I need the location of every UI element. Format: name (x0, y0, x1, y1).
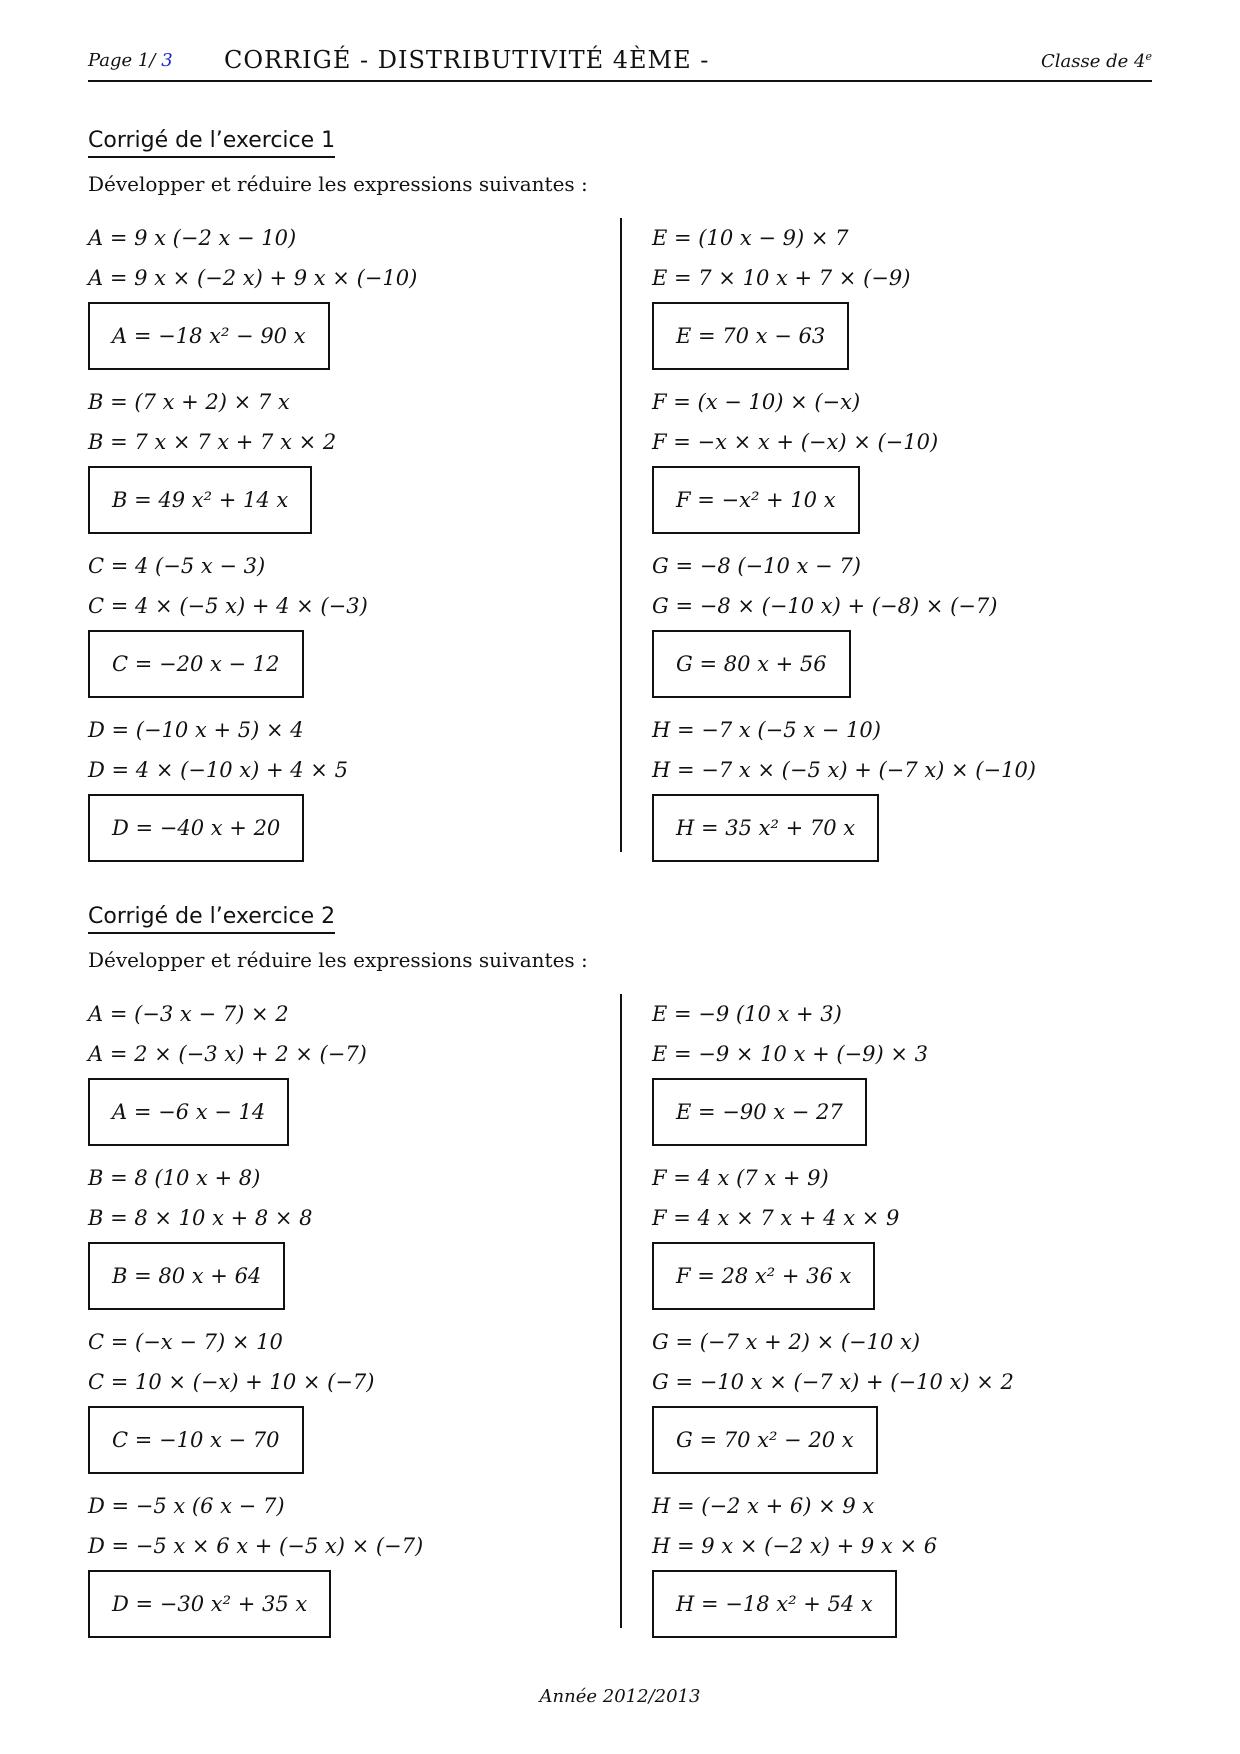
expression-item (652, 710, 1172, 862)
result-box: C = −20 x − 12 (88, 630, 304, 698)
result-box: C = −10 x − 70 (88, 1406, 304, 1474)
expression-line: F = 4 x (7 x + 9) (652, 1166, 829, 1190)
expression-item (88, 546, 608, 698)
development-line: D = 4 × (−10 x) + 4 × 5 (88, 758, 348, 782)
section-intro: Développer et réduire les expressions suivantes : (88, 948, 588, 972)
expression-item (652, 1322, 1172, 1474)
development-line: C = 10 × (−x) + 10 × (−7) (88, 1370, 375, 1394)
right-column (652, 218, 1172, 874)
expression-item (88, 994, 608, 1146)
expression-line: C = 4 (−5 x − 3) (88, 554, 266, 578)
development-line: B = 8 × 10 x + 8 × 8 (88, 1206, 313, 1230)
expression-line: B = 8 (10 x + 8) (88, 1166, 261, 1190)
development-line: E = 7 × 10 x + 7 × (−9) (652, 266, 911, 290)
result-box: G = 80 x + 56 (652, 630, 851, 698)
class-label-suffix: e (1145, 50, 1152, 63)
expression-line: E = (10 x − 9) × 7 (652, 226, 849, 250)
expression-item (88, 218, 608, 370)
expression-line: F = (x − 10) × (−x) (652, 390, 861, 414)
expression-line: A = 9 x (−2 x − 10) (88, 226, 297, 250)
expression-item (652, 1486, 1172, 1638)
expression-item (652, 546, 1172, 698)
development-line: F = −x × x + (−x) × (−10) (652, 430, 939, 454)
document-title: CORRIGÉ - DISTRIBUTIVITÉ 4ÈME - (224, 46, 710, 74)
expression-line: B = (7 x + 2) × 7 x (88, 390, 290, 414)
left-column (88, 994, 608, 1650)
expression-item (88, 1322, 608, 1474)
expression-item (88, 1158, 608, 1310)
development-line: G = −8 × (−10 x) + (−8) × (−7) (652, 594, 998, 618)
page-total-link[interactable]: 3 (161, 50, 173, 71)
expression-item (88, 710, 608, 862)
result-box: H = −18 x² + 54 x (652, 1570, 897, 1638)
expression-item (652, 1158, 1172, 1310)
result-box: G = 70 x² − 20 x (652, 1406, 878, 1474)
expression-line: H = −7 x (−5 x − 10) (652, 718, 881, 742)
expression-item (652, 218, 1172, 370)
expression-line: D = −5 x (6 x − 7) (88, 1494, 285, 1518)
result-box: B = 80 x + 64 (88, 1242, 285, 1310)
expression-line: H = (−2 x + 6) × 9 x (652, 1494, 875, 1518)
column-divider (620, 994, 622, 1628)
right-column (652, 994, 1172, 1650)
development-line: H = 9 x × (−2 x) + 9 x × 6 (652, 1534, 938, 1558)
result-box: B = 49 x² + 14 x (88, 466, 312, 534)
class-label (1041, 50, 1152, 72)
class-label-text: Classe de 4 (1041, 51, 1146, 72)
solution-columns (88, 218, 1152, 858)
result-box: A = −18 x² − 90 x (88, 302, 330, 370)
expression-item (88, 1486, 608, 1638)
development-line: A = 2 × (−3 x) + 2 × (−7) (88, 1042, 367, 1066)
development-line: F = 4 x × 7 x + 4 x × 9 (652, 1206, 900, 1230)
development-line: A = 9 x × (−2 x) + 9 x × (−10) (88, 266, 418, 290)
expression-line: D = (−10 x + 5) × 4 (88, 718, 304, 742)
result-box: E = 70 x − 63 (652, 302, 849, 370)
development-line: G = −10 x × (−7 x) + (−10 x) × 2 (652, 1370, 1014, 1394)
column-divider (620, 218, 622, 852)
result-box: E = −90 x − 27 (652, 1078, 867, 1146)
exercise-2-section (88, 904, 1152, 1634)
result-box: A = −6 x − 14 (88, 1078, 289, 1146)
expression-item (88, 382, 608, 534)
development-line: C = 4 × (−5 x) + 4 × (−3) (88, 594, 368, 618)
expression-line: C = (−x − 7) × 10 (88, 1330, 283, 1354)
expression-line: G = (−7 x + 2) × (−10 x) (652, 1330, 921, 1354)
section-title: Corrigé de l’exercice 2 (88, 904, 335, 934)
expression-item (652, 382, 1172, 534)
expression-line: E = −9 (10 x + 3) (652, 1002, 842, 1026)
solution-columns (88, 994, 1152, 1634)
section-intro: Développer et réduire les expressions suivantes : (88, 172, 588, 196)
development-line: B = 7 x × 7 x + 7 x × 2 (88, 430, 337, 454)
section-title: Corrigé de l’exercice 1 (88, 128, 335, 158)
development-line: H = −7 x × (−5 x) + (−7 x) × (−10) (652, 758, 1036, 782)
result-box: H = 35 x² + 70 x (652, 794, 879, 862)
page-prefix: Page 1/ (88, 50, 156, 71)
development-line: E = −9 × 10 x + (−9) × 3 (652, 1042, 929, 1066)
expression-line: G = −8 (−10 x − 7) (652, 554, 861, 578)
left-column (88, 218, 608, 874)
result-box: D = −30 x² + 35 x (88, 1570, 331, 1638)
page-number (88, 50, 173, 71)
page-footer: Année 2012/2013 (539, 1686, 701, 1707)
expression-item (652, 994, 1172, 1146)
page-header (88, 46, 1152, 82)
result-box: F = −x² + 10 x (652, 466, 860, 534)
development-line: D = −5 x × 6 x + (−5 x) × (−7) (88, 1534, 424, 1558)
result-box: D = −40 x + 20 (88, 794, 304, 862)
result-box: F = 28 x² + 36 x (652, 1242, 875, 1310)
exercise-1-section (88, 128, 1152, 858)
expression-line: A = (−3 x − 7) × 2 (88, 1002, 289, 1026)
